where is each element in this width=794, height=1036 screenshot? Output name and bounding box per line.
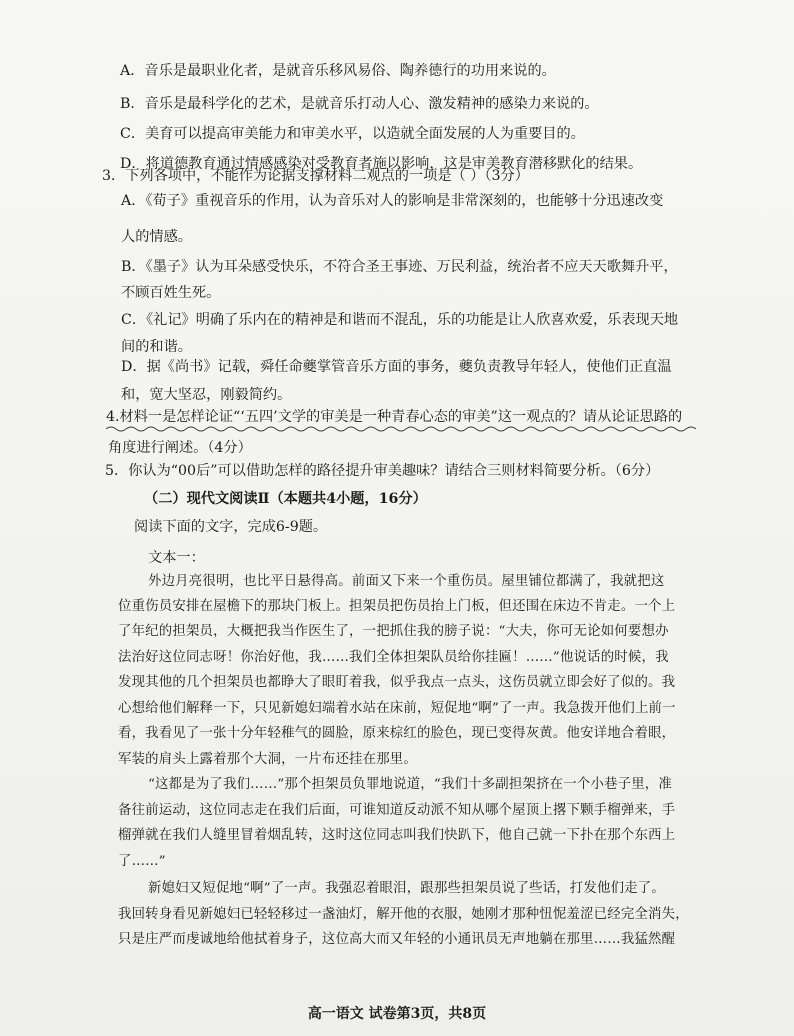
passage-line: 心想给他们解释一下，只见新媳妇端着水站在床前，短促地“啊”了一声。我急拨开他们上前一 xyxy=(118,701,676,716)
passage-line: 法治好这位同志呀！你治好他，我……我们全体担架队员给你挂匾！……”他说话的时候，我 xyxy=(118,650,669,665)
passage-line: 只是庄严而虔诚地给他拭着身子，这位高大而又年轻的小通讯员无声地躺在那里……我猛然醒 xyxy=(118,932,676,947)
page-footer: 高一语文 试卷第3页，共8页 xyxy=(307,1006,487,1022)
passage-line: 了……” xyxy=(118,854,166,869)
q2-option-b: B．音乐是最科学化的艺术，是就音乐打动人心、激发精神的感染力来说的。 xyxy=(120,96,599,112)
section-instruction: 阅读下面的文字，完成6-9题。 xyxy=(134,519,328,535)
wavy-underline xyxy=(106,425,696,433)
q3-option-c-line2: 间的和谐。 xyxy=(121,339,192,355)
q3-option-d-line2: 和，宽大坚忍，刚毅简约。 xyxy=(121,387,292,403)
q2-option-c: C．美育可以提高审美能力和审美水平，以造就全面发展的人为重要目的。 xyxy=(120,126,585,142)
passage-line: 外边月亮很明，也比平日悬得高。前面又下来一个重伤员。屋里铺位都满了，我就把这 xyxy=(148,574,665,589)
text-one-label: 文本一： xyxy=(148,550,205,566)
q3-option-d-line1: D．据《尚书》记载，舜任命夔掌管音乐方面的事务，夔负责教导年轻人，使他们正直温 xyxy=(121,359,672,375)
q3-stem: 3．下列各项中，不能作为论据支撑材料二观点的一项是（ ）（3分） xyxy=(102,168,529,184)
q5-text: 5．你认为“00后”可以借助怎样的路径提升审美趣味？请结合三则材料简要分析。（6分） xyxy=(105,463,660,479)
passage-line: 军装的肩头上露着那个大洞，一片布还挂在那里。 xyxy=(118,752,417,767)
passage-line: 发现其他的几个担架员也都睁大了眼盯着我，似乎我点一点头，这伤员就立即会好了似的。我 xyxy=(118,675,676,690)
passage-line: “这都是为了我们……”那个担架员负罪地说道，“我们十多副担架挤在一个小巷子里，准 xyxy=(148,777,672,792)
section-title: （二）现代文阅读Ⅱ（本题共4小题，16分） xyxy=(144,491,427,507)
passage-line: 备往前运动，这位同志走在我们后面，可谁知道反动派不知从哪个屋顶上撂下颗手榴弹来，手 xyxy=(118,803,676,818)
passage-line: 新媳妇又短促地“啊”了一声。我强忍着眼泪，跟那些担架员说了些话，打发他们走了。 xyxy=(148,881,665,896)
passage-line: 我回转身看见新媳妇已轻轻移过一盏油灯，解开他的衣服，她刚才那种忸怩羞涩已经完全消失， xyxy=(118,907,689,922)
q3-option-c-line1: C．《礼记》明确了乐内在的精神是和谐而不混乱，乐的功能是让人欣喜欢爱，乐表现天地 xyxy=(121,312,679,328)
q3-option-b-line2: 不顾百姓生死。 xyxy=(121,285,221,301)
q3-option-b-line1: B．《墨子》认为耳朵感受快乐，不符合圣王事迹、万民利益，统治者不应天天歌舞升平， xyxy=(121,259,678,275)
q4-line1: 4.材料一是怎样论证“‘五四’文学的审美是一种青春心态的审美”这一观点的？请从论证思路的 xyxy=(106,409,683,425)
q2-option-a: A．音乐是最职业化者，是就音乐移风易俗、陶养德行的功用来说的。 xyxy=(120,63,556,79)
passage-line: 位重伤员安排在屋檐下的那块门板上。担架员把伤员抬上门板，但还围在床边不肯走。一个上 xyxy=(118,599,676,614)
q4-line2: 角度进行阐述。（4分） xyxy=(108,440,252,456)
q3-option-a-line1: A．《荀子》重视音乐的作用，认为音乐对人的影响是非常深刻的，也能够十分迅速改变 xyxy=(121,193,664,209)
passage-line: 了年纪的担架员，大概把我当作医生了，一把抓住我的膀子说：“大夫，你可无论如何要想办 xyxy=(118,624,669,639)
q2-option-d: D．将道德教育通过情感感染对受教育者施以影响，这是审美教育潜移默化的结果。 xyxy=(120,156,643,172)
q3-option-a-line2: 人的情感。 xyxy=(121,229,192,245)
passage-line: 榴弹就在我们人缝里冒着烟乱转，这时这位同志叫我们快趴下，他自己就一下扑在那个东西上 xyxy=(118,828,676,843)
passage-line: 看，我看见了一张十分年轻稚气的圆脸，原来棕红的脸色，现已变得灰黄。他安详地合着眼， xyxy=(118,726,676,741)
